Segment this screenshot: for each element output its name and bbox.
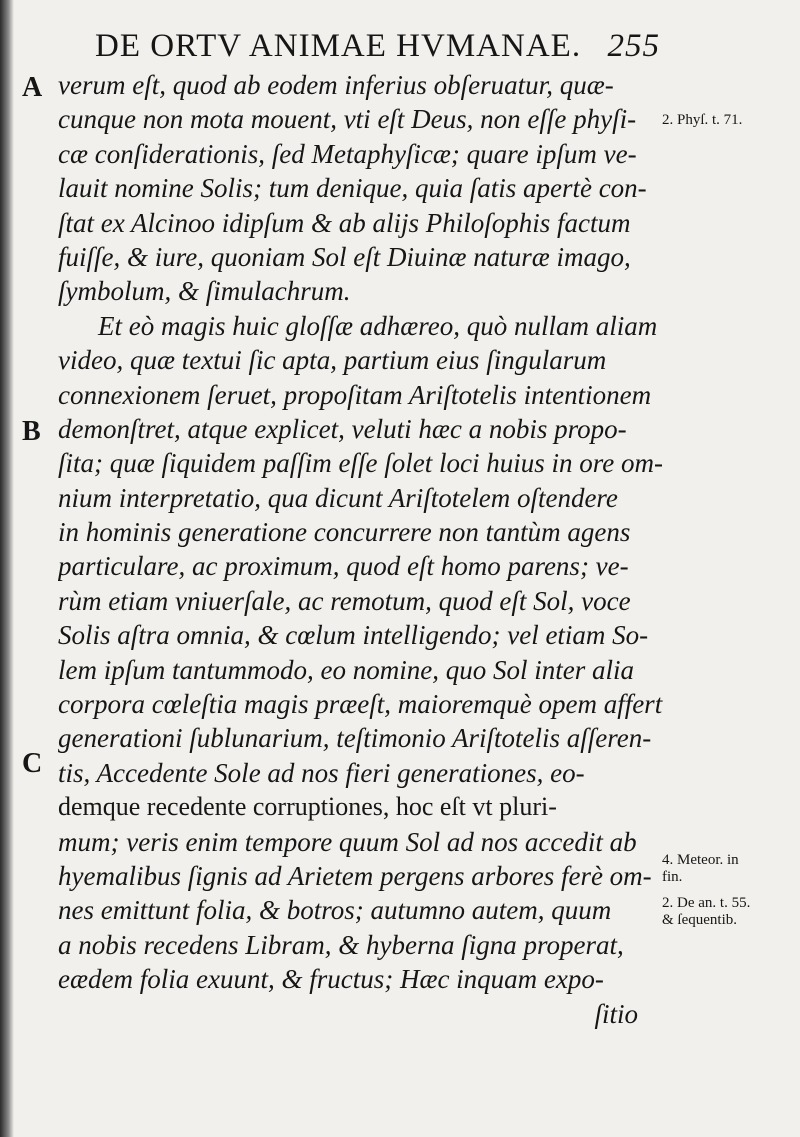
text-line: ſita; quæ ſiquidem paſſim eſſe ſolet loci huius in ore om- (58, 448, 663, 479)
text-line: demque recedente corruptiones, hoc eſt vt pluri- (58, 792, 557, 822)
text-line: video, quæ textui ſic apta, partium eius ſingularum (58, 345, 607, 376)
text-line: eædem folia exuunt, & fructus; Hæc inquam expo- (58, 964, 604, 995)
side-note-meteor: 4. Meteor. in (662, 852, 739, 868)
text-line: Solis aſtra omnia, & cœlum intelligendo; vel etiam So- (58, 620, 649, 651)
text-line: tis, Accedente Sole ad nos fieri generationes, eo- (58, 757, 585, 788)
text-line: nes emittunt folia, & botros; autumno autem, quum (58, 895, 612, 926)
text-line: in hominis generatione concurrere non tantùm agens (58, 517, 631, 548)
text-block (58, 68, 668, 1031)
text-line: nium interpretatio, qua dicunt Ariſtotelem oſtendere (58, 482, 618, 513)
side-note-phys: 2. Phyſ. t. 71. (662, 112, 743, 128)
text-line: cæ conſiderationis, ſed Metaphyſicæ; quare ipſum ve- (58, 138, 637, 169)
margin-letter-a: A (22, 72, 43, 103)
text-line: connexionem ſeruet, propoſitam Ariſtotelis intentionem (58, 379, 652, 410)
page-gutter-shadow (0, 0, 14, 1137)
text-line: ſymbolum, & ſimulachrum. (58, 276, 351, 307)
margin-letter-b: B (22, 416, 41, 447)
text-line: ſtat ex Alcinoo idipſum & ab alijs Philoſophis factum (58, 207, 631, 238)
side-note-de-anima-cont: & ſequentib. (662, 912, 737, 928)
text-line: a nobis recedens Libram, & hyberna ſigna properat, (58, 929, 624, 960)
text-line: cunque non mota mouent, vti eſt Deus, non eſſe phyſi- (58, 104, 637, 135)
text-line: corpora cœleſtia magis præeſt, maioremquè opem affert (58, 689, 663, 720)
running-title: DE ORTV ANIMAE HVMANAE. (95, 28, 582, 64)
running-header (95, 28, 660, 68)
side-note-meteor-cont: fin. (662, 869, 683, 885)
margin-letter-c: C (22, 748, 43, 779)
text-line: rùm etiam vniuerſale, ac remotum, quod eſt Sol, voce (58, 585, 631, 616)
side-note-de-anima: 2. De an. t. 55. (662, 895, 751, 911)
text-line: generationi ſublunarium, teſtimonio Ariſtotelis aſſeren- (58, 723, 652, 754)
text-line: lauit nomine Solis; tum denique, quia ſatis apertè con- (58, 173, 647, 204)
text-line: Et eò magis huic gloſſæ adhæreo, quò nullam aliam (98, 310, 658, 341)
text-line: particulare, ac proximum, quod eſt homo parens; ve- (58, 551, 629, 582)
text-line: ſitio (594, 998, 638, 1029)
text-line: fuiſſe, & iure, quoniam Sol eſt Diuinæ naturæ imago, (58, 241, 631, 272)
text-line: hyemalibus ſignis ad Arietem pergens arbores ferè om- (58, 860, 652, 891)
page-number: 255 (607, 28, 660, 64)
text-line: verum eſt, quod ab eodem inferius obſeruatur, quæ- (58, 70, 614, 100)
text-line: lem ipſum tantummodo, eo nomine, quo Sol inter alia (58, 654, 634, 685)
text-line: demonſtret, atque explicet, veluti hæc a nobis propo- (58, 413, 627, 444)
text-line: mum; veris enim tempore quum Sol ad nos accedit ab (58, 826, 637, 857)
